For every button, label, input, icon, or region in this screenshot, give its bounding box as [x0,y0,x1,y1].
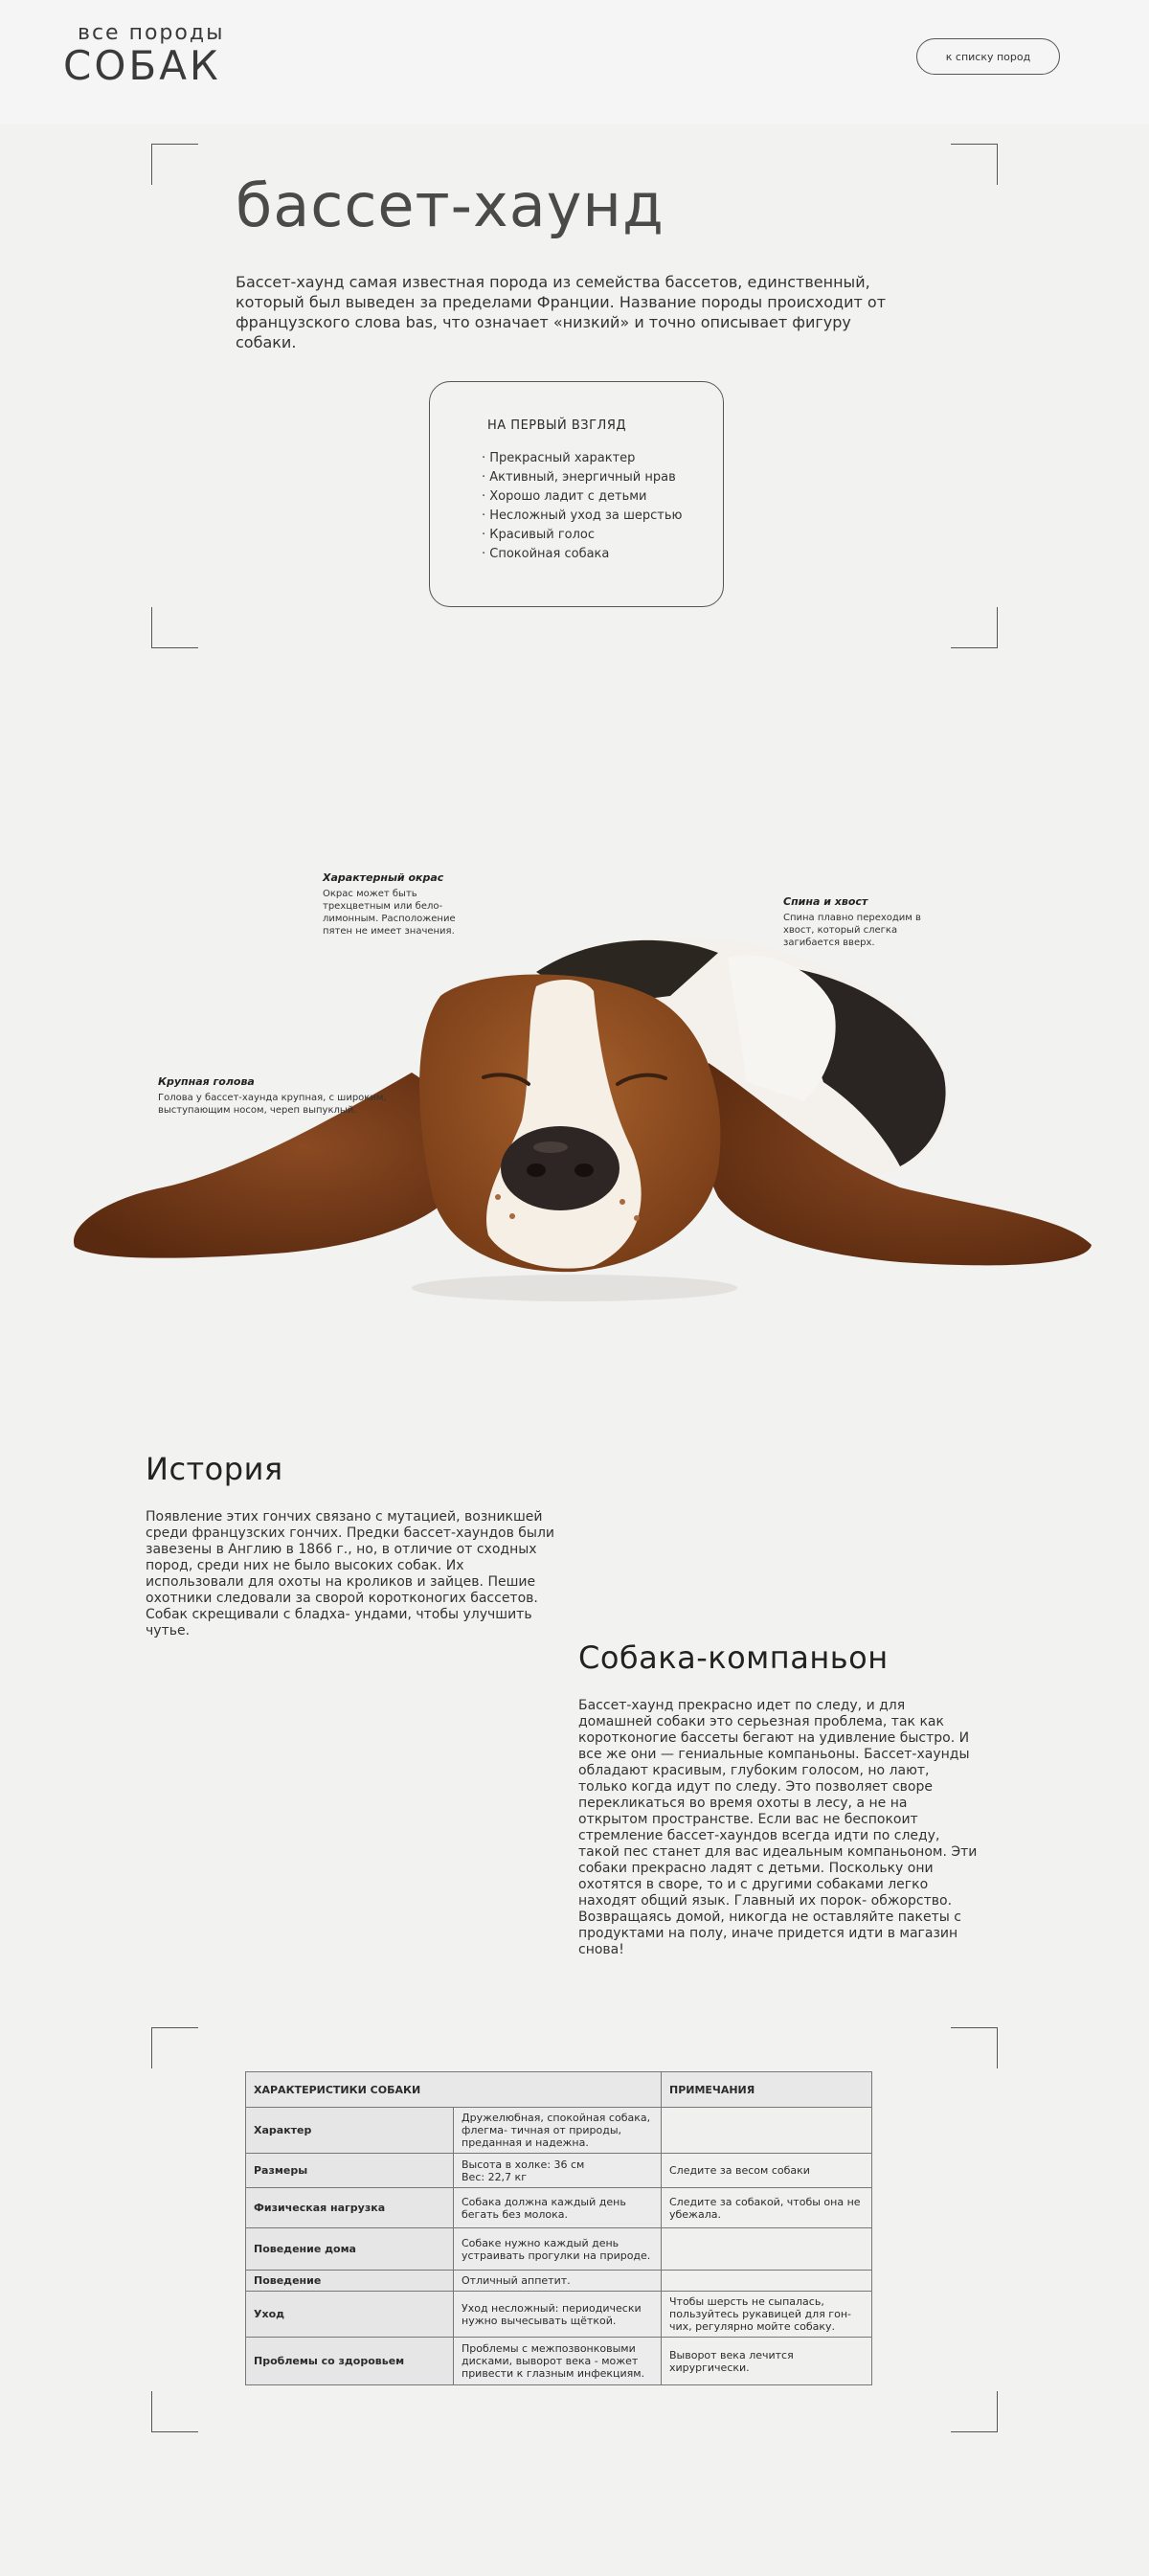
row-value: Отличный аппетит. [454,2271,662,2292]
frame-corner [151,2391,198,2432]
characteristics-table [245,2071,872,2385]
companion-title: Собака-компаньон [578,1639,889,1676]
row-value: Собака должна каждый день бегать без молока. [454,2188,662,2228]
row-value: Проблемы с межпозвонковыми дисками, выворот века - может привести к глазным инфекциям. [454,2338,662,2385]
row-note: Следите за весом собаки [662,2154,872,2188]
list-item: · Хорошо ладит с детьми [482,487,682,507]
row-label: Проблемы со здоровьем [246,2338,454,2385]
callout-title: Характерный окрас [323,871,444,884]
at-a-glance-card [429,381,724,607]
row-label: Поведение [246,2271,454,2292]
table-header-characteristics: ХАРАКТЕРИСТИКИ СОБАКИ [246,2072,662,2108]
callout-text: Голова у бассет-хаунда крупная, с широким, выступающим носом, череп выпуклый. [158,1093,387,1116]
list-item: · Прекрасный характер [482,449,682,468]
row-value: Уход несложный: периодически нужно вычесывать щёткой. [454,2292,662,2338]
table-row [246,2338,872,2385]
row-label: Характер [246,2108,454,2154]
row-label: Поведение дома [246,2228,454,2271]
frame-corner [151,607,198,648]
table-row [246,2154,872,2188]
list-item: · Активный, энергичный нрав [482,468,682,487]
callout-color [323,871,457,938]
callout-title: Крупная голова [158,1075,255,1088]
row-value: Высота в холке: 36 см Вес: 22,7 кг [454,2154,662,2188]
history-title: История [146,1451,283,1487]
frame-corner [951,2027,998,2068]
row-value: Дружелюбная, спокойная собака, флегма- тичная от природы, преданная и надежна. [454,2108,662,2154]
callout-head [158,1075,388,1117]
breed-title: бассет-хаунд [236,170,665,240]
frame-corner [951,144,998,185]
frame-corner [151,144,198,185]
row-note [662,2108,872,2154]
list-item: · Спокойная собака [482,545,682,564]
frame-corner [151,2027,198,2068]
callout-back-tail [783,895,927,949]
at-a-glance-title: НА ПЕРВЫЙ ВЗГЛЯД [487,418,627,433]
table-row [246,2271,872,2292]
row-note: Выворот века лечится хирургически. [662,2338,872,2385]
companion-text: Бассет-хаунд прекрасно идет по следу, и для домашней собаки это серьезная проблема, так как коротконогие бассеты бегают на удивление быстро. И все же они — гениальные компаньоны. Бассет-хаунды обладают красивым, глубоким голосом, но лают, только когда идут по следу. Это позволяет своре перекликаться во время охоты в лесу, а не на открытом пространстве. Если вас не беспокоит стремление бассет-хаундов всегда идти по следу, такой пес станет для вас идеальным компаньоном. Эти собаки прекрасно ладят с детьми. Поскольку они охотятся в своре, то и с другими собаками легко находят общий язык. Главный их порок- обжорство. Возвращаясь домой, никогда не оставляйте пакеты с продуктами на полу, иначе придется идти в магазин снова! [578,1698,978,1957]
table-row [246,2188,872,2228]
breed-intro: Бассет-хаунд самая известная порода из семейства бассетов, единственный, который был выведен за пределами Франции. Название породы происходит от французского слова bas, что означает «низкий» и точно описывает фигуру собаки. [236,273,887,351]
callout-text: Спина плавно переходим в хвост, который слегка загибается вверх. [783,913,921,948]
table-row [246,2108,872,2154]
table-row [246,2228,872,2271]
back-to-list-button[interactable]: к списку пород [916,38,1060,75]
row-note: Чтобы шерсть не сыпалась, пользуйтесь рукавицей для гон- чих, регулярно мойте собаку. [662,2292,872,2338]
row-note [662,2228,872,2271]
table-header-row [246,2072,872,2108]
row-value: Собаке нужно каждый день устраивать прогулки на природе. [454,2228,662,2271]
table-header-notes: ПРИМЕЧАНИЯ [662,2072,872,2108]
row-label: Уход [246,2292,454,2338]
callout-title: Спина и хвост [783,895,868,908]
row-note [662,2271,872,2292]
logo-title[interactable]: СОБАК [63,42,221,89]
row-label: Физическая нагрузка [246,2188,454,2228]
frame-corner [951,607,998,648]
at-a-glance-list [482,449,682,564]
row-label: Размеры [246,2154,454,2188]
logo-subtitle[interactable]: все породы [78,21,225,45]
frame-corner [951,2391,998,2432]
callout-text: Окрас может быть трехцветным или бело-лимонным. Расположение пятен не имеет значения. [323,889,456,937]
list-item: · Красивый голос [482,526,682,545]
site-header [0,0,1149,124]
table-row [246,2292,872,2338]
list-item: · Несложный уход за шерстью [482,507,682,526]
row-note: Следите за собакой, чтобы она не убежала. [662,2188,872,2228]
history-text: Появление этих гончих связано с мутацией, возникшей среди французских гончих. Предки бассет-хаундов были завезены в Англию в 1866 г., но, в отличие от сходных пород, среди них не было высоких собак. Их использовали для охоты на кроликов и зайцев. Пешие охотники следовали за сворой коротконогих бассетов. Собак скрещивали с бладха- ундами, чтобы улучшить чутье. [146,1509,555,1638]
